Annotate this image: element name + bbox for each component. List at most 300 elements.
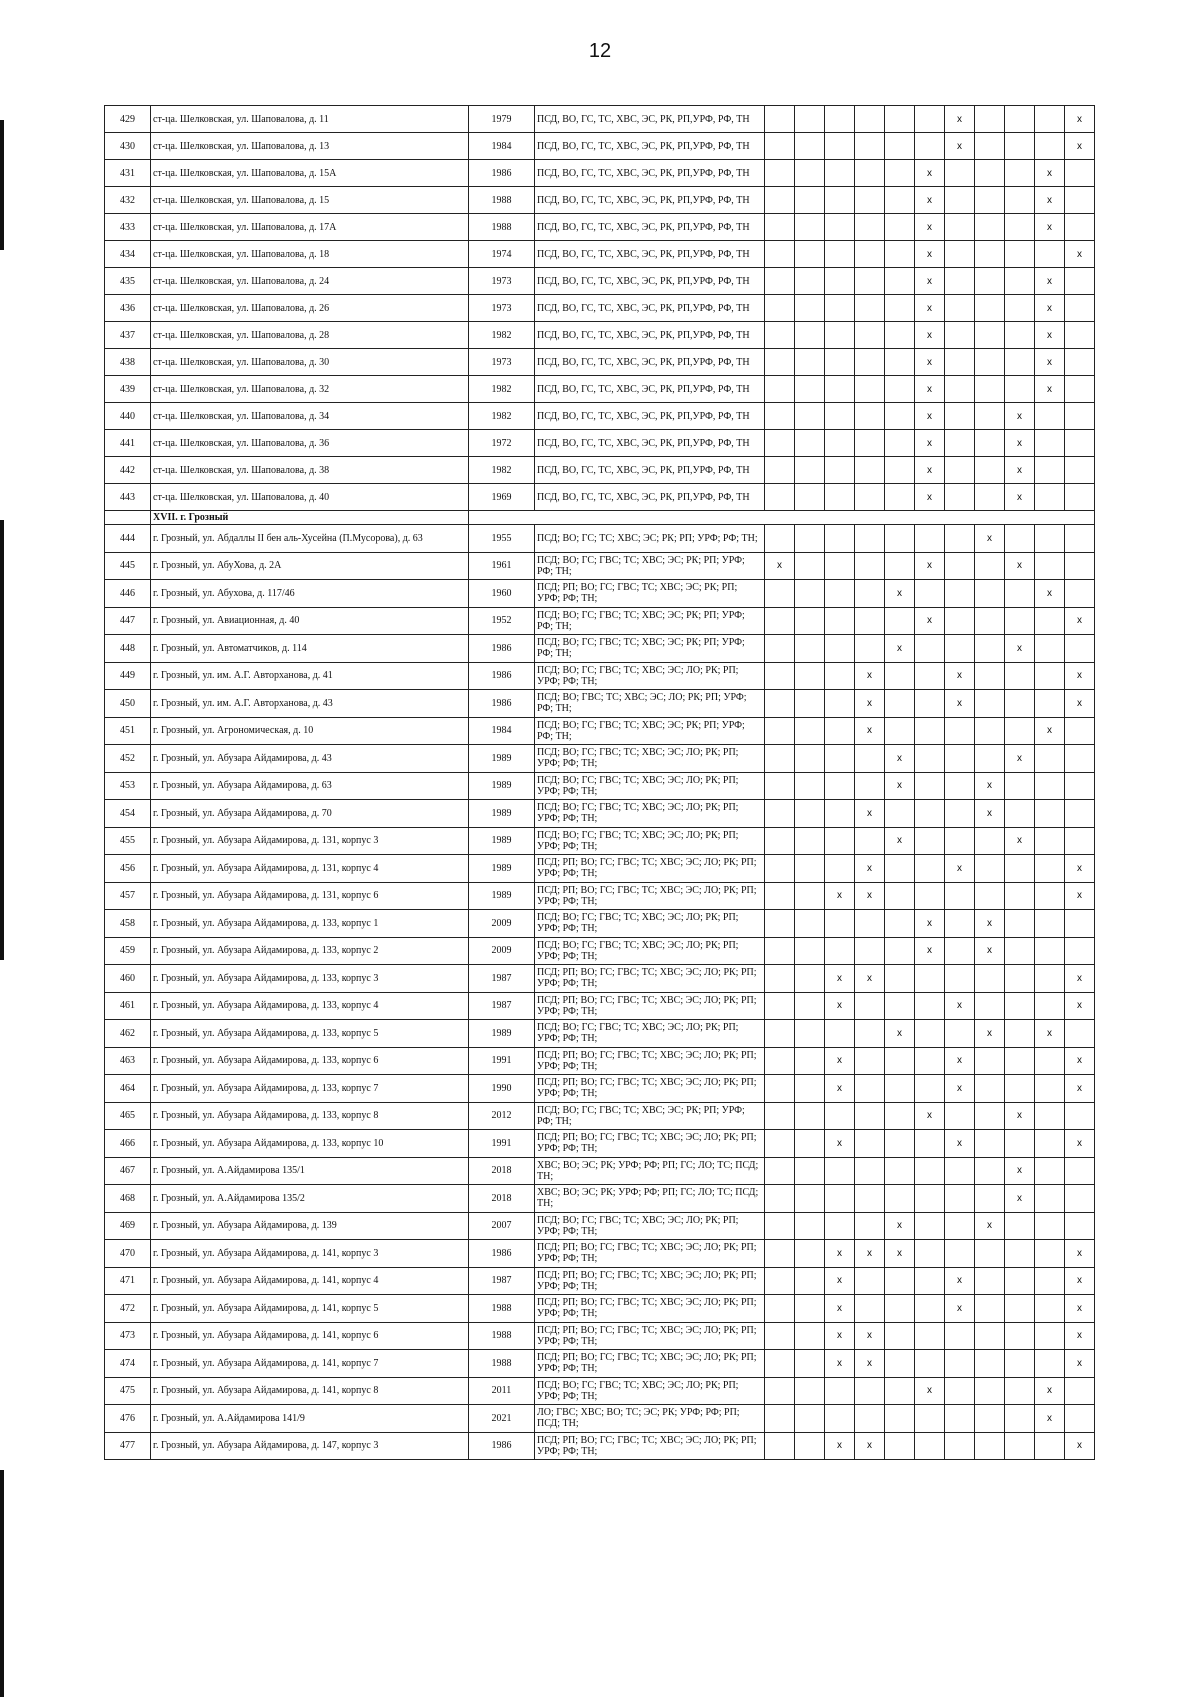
year-mark-cell: x	[825, 1432, 855, 1460]
year-mark-cell	[825, 937, 855, 965]
year-mark-cell	[1065, 1212, 1095, 1240]
year-mark-cell	[975, 430, 1005, 457]
year-mark-cell: x	[1065, 1295, 1095, 1323]
year-mark-cell: x	[825, 1130, 855, 1158]
table-row	[105, 1377, 1095, 1405]
table-row	[105, 662, 1095, 690]
year-built-cell: 1969	[469, 484, 535, 511]
year-mark-cell	[825, 1405, 855, 1433]
year-mark-cell	[855, 457, 885, 484]
year-mark-cell	[765, 1432, 795, 1460]
year-mark-cell	[945, 937, 975, 965]
year-mark-cell	[885, 1405, 915, 1433]
year-mark-cell	[1035, 690, 1065, 718]
year-mark-cell	[885, 241, 915, 268]
row-number-cell: 459	[105, 937, 151, 965]
year-mark-cell	[1035, 855, 1065, 883]
year-mark-cell	[1065, 457, 1095, 484]
year-mark-cell	[855, 1212, 885, 1240]
year-mark-cell	[885, 1267, 915, 1295]
year-mark-cell	[795, 1212, 825, 1240]
year-mark-cell	[945, 214, 975, 241]
year-mark-cell: x	[915, 937, 945, 965]
year-mark-cell	[1065, 827, 1095, 855]
year-mark-cell	[1005, 1267, 1035, 1295]
year-mark-cell	[855, 1267, 885, 1295]
table-row	[105, 937, 1095, 965]
year-mark-cell: x	[885, 1212, 915, 1240]
year-mark-cell	[1005, 992, 1035, 1020]
year-mark-cell	[975, 187, 1005, 214]
year-built-cell: 1986	[469, 662, 535, 690]
year-mark-cell	[825, 662, 855, 690]
year-mark-cell	[915, 1405, 945, 1433]
year-mark-cell	[975, 214, 1005, 241]
table-row	[105, 965, 1095, 993]
row-number-cell: 462	[105, 1020, 151, 1048]
year-mark-cell: x	[1065, 690, 1095, 718]
year-mark-cell: x	[915, 607, 945, 635]
year-mark-cell	[885, 1102, 915, 1130]
work-types-cell: ПСД; ВО; ГС; ГВС; ТС; ХВС; ЭС; РК; РП; УРФ; РФ; ТН;	[535, 635, 765, 663]
year-mark-cell: x	[915, 910, 945, 938]
page-number: 12	[588, 40, 612, 62]
year-mark-cell	[975, 268, 1005, 295]
year-mark-cell	[825, 580, 855, 608]
year-mark-cell	[975, 992, 1005, 1020]
work-types-cell: ХВС; ВО; ЭС; РК; УРФ; РФ; РП; ГС; ЛО; ТС; ПСД; ТН;	[535, 1157, 765, 1185]
year-mark-cell	[855, 1102, 885, 1130]
year-mark-cell	[825, 1377, 855, 1405]
address-cell: г. Грозный, ул. Абузара Айдамирова, д. 133, корпус 3	[151, 965, 469, 993]
year-built-cell: 1989	[469, 1020, 535, 1048]
year-mark-cell	[945, 295, 975, 322]
year-mark-cell	[855, 1377, 885, 1405]
year-mark-cell	[885, 882, 915, 910]
year-mark-cell: x	[825, 965, 855, 993]
year-built-cell: 1987	[469, 1267, 535, 1295]
year-mark-cell	[1005, 690, 1035, 718]
year-mark-cell	[945, 910, 975, 938]
year-mark-cell	[885, 322, 915, 349]
year-mark-cell	[855, 106, 885, 133]
year-mark-cell	[825, 745, 855, 773]
year-mark-cell	[795, 349, 825, 376]
year-mark-cell	[765, 268, 795, 295]
year-mark-cell	[765, 745, 795, 773]
address-cell: ст-ца. Шелковская, ул. Шаповалова, д. 38	[151, 457, 469, 484]
scan-edge-mark	[0, 120, 4, 250]
year-mark-cell	[885, 187, 915, 214]
year-mark-cell: x	[1035, 187, 1065, 214]
row-number-cell: 432	[105, 187, 151, 214]
year-built-cell: 1986	[469, 635, 535, 663]
address-cell: г. Грозный, ул. Абузара Айдамирова, д. 139	[151, 1212, 469, 1240]
year-mark-cell: x	[1065, 1267, 1095, 1295]
year-mark-cell: x	[1035, 717, 1065, 745]
year-mark-cell: x	[975, 800, 1005, 828]
year-mark-cell	[1035, 1267, 1065, 1295]
year-mark-cell	[1065, 580, 1095, 608]
year-mark-cell	[885, 106, 915, 133]
work-types-cell: ПСД; ВО; ГС; ГВС; ТС; ХВС; ЭС; ЛО; РК; РП; УРФ; РФ; ТН;	[535, 1020, 765, 1048]
work-types-cell: ПСД, ВО, ГС, ТС, ХВС, ЭС, РК, РП,УРФ, РФ, ТН	[535, 295, 765, 322]
year-mark-cell	[825, 717, 855, 745]
table-row	[105, 187, 1095, 214]
year-mark-cell	[795, 457, 825, 484]
year-mark-cell	[1065, 1377, 1095, 1405]
year-mark-cell	[1065, 717, 1095, 745]
row-number-cell: 435	[105, 268, 151, 295]
year-mark-cell	[975, 882, 1005, 910]
year-mark-cell	[885, 457, 915, 484]
year-mark-cell	[885, 1377, 915, 1405]
year-mark-cell	[1065, 295, 1095, 322]
table-row	[105, 635, 1095, 663]
table-row	[105, 827, 1095, 855]
row-number-cell: 450	[105, 690, 151, 718]
work-types-cell: ПСД; ВО; ГС; ГВС; ТС; ХВС; ЭС; ЛО; РК; РП; УРФ; РФ; ТН;	[535, 662, 765, 690]
table-row	[105, 1322, 1095, 1350]
table-row	[105, 160, 1095, 187]
table-row	[105, 855, 1095, 883]
year-mark-cell	[765, 1102, 795, 1130]
year-mark-cell	[915, 717, 945, 745]
address-cell: ст-ца. Шелковская, ул. Шаповалова, д. 15А	[151, 160, 469, 187]
year-mark-cell	[1005, 349, 1035, 376]
year-mark-cell	[795, 827, 825, 855]
year-mark-cell: x	[1065, 1047, 1095, 1075]
row-number-cell: 457	[105, 882, 151, 910]
year-mark-cell	[975, 855, 1005, 883]
work-types-cell: ПСД; ВО; ГС; ГВС; ТС; ХВС; ЭС; РК; РП; УРФ; РФ; ТН;	[535, 717, 765, 745]
year-mark-cell	[1005, 1405, 1035, 1433]
address-cell: г. Грозный, ул. Абдаллы II бен аль-Хусейна (П.Мусорова), д. 63	[151, 525, 469, 553]
year-mark-cell: x	[855, 1240, 885, 1268]
table-row	[105, 268, 1095, 295]
year-mark-cell	[765, 1130, 795, 1158]
year-mark-cell: x	[915, 1102, 945, 1130]
year-mark-cell	[855, 772, 885, 800]
year-mark-cell	[765, 690, 795, 718]
year-mark-cell	[795, 992, 825, 1020]
address-cell: ст-ца. Шелковская, ул. Шаповалова, д. 26	[151, 295, 469, 322]
work-types-cell: ПСД, ВО, ГС, ТС, ХВС, ЭС, РК, РП,УРФ, РФ, ТН	[535, 133, 765, 160]
year-built-cell: 1989	[469, 882, 535, 910]
year-mark-cell	[765, 1075, 795, 1103]
year-mark-cell	[1035, 1240, 1065, 1268]
year-mark-cell	[1065, 1185, 1095, 1213]
year-mark-cell	[1005, 160, 1035, 187]
year-mark-cell	[855, 910, 885, 938]
year-mark-cell	[765, 349, 795, 376]
row-number-cell: 454	[105, 800, 151, 828]
row-number-cell: 467	[105, 1157, 151, 1185]
year-mark-cell: x	[945, 133, 975, 160]
year-mark-cell: x	[915, 295, 945, 322]
year-mark-cell	[795, 882, 825, 910]
work-types-cell: ПСД; РП; ВО; ГС; ГВС; ТС; ХВС; ЭС; ЛО; РК; РП; УРФ; РФ; ТН;	[535, 1240, 765, 1268]
table-row	[105, 1405, 1095, 1433]
year-mark-cell: x	[915, 1377, 945, 1405]
year-mark-cell	[915, 635, 945, 663]
year-mark-cell	[1035, 1102, 1065, 1130]
year-mark-cell: x	[1065, 133, 1095, 160]
row-number-cell: 436	[105, 295, 151, 322]
year-mark-cell: x	[1035, 295, 1065, 322]
year-mark-cell	[795, 133, 825, 160]
year-mark-cell: x	[765, 552, 795, 580]
year-built-cell: 1973	[469, 295, 535, 322]
row-number-cell: 474	[105, 1350, 151, 1378]
year-mark-cell	[1065, 910, 1095, 938]
year-mark-cell	[1005, 1322, 1035, 1350]
year-mark-cell	[945, 607, 975, 635]
year-mark-cell	[855, 349, 885, 376]
year-mark-cell	[795, 717, 825, 745]
year-mark-cell	[825, 349, 855, 376]
year-mark-cell	[945, 635, 975, 663]
year-built-cell: 1984	[469, 133, 535, 160]
year-mark-cell	[825, 241, 855, 268]
year-mark-cell: x	[1005, 1185, 1035, 1213]
year-mark-cell	[1035, 1432, 1065, 1460]
year-mark-cell	[1005, 1295, 1035, 1323]
year-mark-cell	[945, 525, 975, 553]
row-number-cell: 448	[105, 635, 151, 663]
year-mark-cell	[1005, 268, 1035, 295]
row-number-cell: 475	[105, 1377, 151, 1405]
year-mark-cell	[1005, 295, 1035, 322]
year-mark-cell	[855, 376, 885, 403]
housing-register-table	[104, 105, 1095, 1460]
year-mark-cell	[945, 403, 975, 430]
year-mark-cell	[945, 322, 975, 349]
year-mark-cell	[1005, 1350, 1035, 1378]
row-number-cell: 461	[105, 992, 151, 1020]
work-types-cell: ПСД, ВО, ГС, ТС, ХВС, ЭС, РК, РП,УРФ, РФ, ТН	[535, 322, 765, 349]
row-number-cell: 440	[105, 403, 151, 430]
year-mark-cell	[765, 1377, 795, 1405]
year-built-cell: 1991	[469, 1047, 535, 1075]
year-mark-cell	[1005, 1432, 1035, 1460]
year-mark-cell: x	[915, 349, 945, 376]
year-mark-cell	[765, 1267, 795, 1295]
row-number-cell: 442	[105, 457, 151, 484]
year-mark-cell	[825, 457, 855, 484]
year-mark-cell	[855, 607, 885, 635]
year-built-cell: 1960	[469, 580, 535, 608]
year-mark-cell: x	[1065, 882, 1095, 910]
year-mark-cell: x	[945, 855, 975, 883]
year-built-cell: 1974	[469, 241, 535, 268]
year-mark-cell	[825, 106, 855, 133]
year-built-cell: 1988	[469, 214, 535, 241]
year-mark-cell	[795, 1240, 825, 1268]
year-built-cell: 1988	[469, 187, 535, 214]
year-mark-cell	[1065, 187, 1095, 214]
year-mark-cell: x	[1065, 965, 1095, 993]
work-types-cell: ПСД, ВО, ГС, ТС, ХВС, ЭС, РК, РП,УРФ, РФ, ТН	[535, 457, 765, 484]
year-mark-cell	[795, 376, 825, 403]
year-mark-cell	[885, 133, 915, 160]
year-mark-cell: x	[915, 322, 945, 349]
year-mark-cell	[795, 772, 825, 800]
table-row	[105, 607, 1095, 635]
year-mark-cell	[945, 160, 975, 187]
address-cell: г. Грозный, ул. Абузара Айдамирова, д. 133, корпус 7	[151, 1075, 469, 1103]
year-mark-cell	[885, 1047, 915, 1075]
address-cell: г. Грозный, ул. Агрономическая, д. 10	[151, 717, 469, 745]
row-number-cell: 471	[105, 1267, 151, 1295]
year-mark-cell	[915, 800, 945, 828]
year-mark-cell	[855, 268, 885, 295]
year-mark-cell	[975, 552, 1005, 580]
year-mark-cell	[945, 1432, 975, 1460]
row-number-cell: 445	[105, 552, 151, 580]
address-cell: г. Грозный, ул. Абузара Айдамирова, д. 131, корпус 4	[151, 855, 469, 883]
year-mark-cell	[945, 1377, 975, 1405]
year-mark-cell	[945, 580, 975, 608]
year-built-cell: 1986	[469, 1240, 535, 1268]
work-types-cell: ПСД; ВО; ГС; ГВС; ТС; ХВС; ЭС; РК; РП; УРФ; РФ; ТН;	[535, 607, 765, 635]
year-built-cell: 1982	[469, 322, 535, 349]
year-mark-cell	[825, 160, 855, 187]
year-mark-cell	[885, 1432, 915, 1460]
year-mark-cell	[1035, 484, 1065, 511]
year-mark-cell	[1065, 268, 1095, 295]
table-row	[105, 1267, 1095, 1295]
year-mark-cell: x	[945, 106, 975, 133]
year-mark-cell	[885, 1185, 915, 1213]
year-mark-cell	[855, 133, 885, 160]
year-mark-cell	[945, 457, 975, 484]
year-mark-cell	[915, 827, 945, 855]
year-mark-cell	[945, 1020, 975, 1048]
year-mark-cell	[795, 855, 825, 883]
year-mark-cell	[1035, 1295, 1065, 1323]
year-mark-cell	[885, 1322, 915, 1350]
work-types-cell: ПСД; ВО; ГС; ГВС; ТС; ХВС; ЭС; ЛО; РК; РП; УРФ; РФ; ТН;	[535, 745, 765, 773]
year-mark-cell	[915, 1157, 945, 1185]
work-types-cell: ПСД; РП; ВО; ГС; ГВС; ТС; ХВС; ЭС; ЛО; РК; РП; УРФ; РФ; ТН;	[535, 1432, 765, 1460]
year-mark-cell	[915, 1212, 945, 1240]
year-mark-cell: x	[855, 1432, 885, 1460]
year-mark-cell	[975, 106, 1005, 133]
year-mark-cell	[975, 241, 1005, 268]
year-built-cell: 1979	[469, 106, 535, 133]
row-number-cell: 464	[105, 1075, 151, 1103]
year-mark-cell	[825, 268, 855, 295]
year-mark-cell	[975, 322, 1005, 349]
year-mark-cell	[795, 800, 825, 828]
address-cell: г. Грозный, ул. Абузара Айдамирова, д. 141, корпус 6	[151, 1322, 469, 1350]
year-mark-cell	[975, 349, 1005, 376]
year-mark-cell	[795, 1047, 825, 1075]
address-cell: ст-ца. Шелковская, ул. Шаповалова, д. 34	[151, 403, 469, 430]
year-built-cell: 1952	[469, 607, 535, 635]
year-mark-cell	[1035, 241, 1065, 268]
work-types-cell: ПСД, ВО, ГС, ТС, ХВС, ЭС, РК, РП,УРФ, РФ, ТН	[535, 349, 765, 376]
year-mark-cell	[795, 187, 825, 214]
year-mark-cell	[765, 1212, 795, 1240]
year-mark-cell	[795, 106, 825, 133]
section-title: XVII. г. Грозный	[151, 511, 469, 525]
work-types-cell: ПСД; ВО; ГС; ГВС; ТС; ХВС; ЭС; ЛО; РК; РП; УРФ; РФ; ТН;	[535, 937, 765, 965]
year-mark-cell	[795, 295, 825, 322]
year-mark-cell	[1065, 1405, 1095, 1433]
year-mark-cell: x	[975, 525, 1005, 553]
year-mark-cell	[1035, 992, 1065, 1020]
row-number-cell: 443	[105, 484, 151, 511]
year-mark-cell	[885, 965, 915, 993]
year-mark-cell	[945, 1157, 975, 1185]
year-mark-cell	[915, 745, 945, 773]
year-mark-cell	[915, 106, 945, 133]
table-row	[105, 1075, 1095, 1103]
year-mark-cell	[1035, 1350, 1065, 1378]
year-mark-cell	[1065, 376, 1095, 403]
year-mark-cell	[885, 1295, 915, 1323]
table-row	[105, 800, 1095, 828]
row-number-cell: 441	[105, 430, 151, 457]
year-mark-cell	[795, 635, 825, 663]
year-mark-cell	[825, 187, 855, 214]
year-mark-cell	[885, 937, 915, 965]
row-number-cell: 469	[105, 1212, 151, 1240]
year-mark-cell	[765, 772, 795, 800]
year-mark-cell: x	[825, 1295, 855, 1323]
year-mark-cell: x	[1005, 457, 1035, 484]
year-mark-cell	[975, 1075, 1005, 1103]
year-mark-cell: x	[1035, 1405, 1065, 1433]
year-mark-cell	[1065, 800, 1095, 828]
year-built-cell: 2009	[469, 937, 535, 965]
address-cell: г. Грозный, ул. Абузара Айдамирова, д. 133, корпус 6	[151, 1047, 469, 1075]
row-number-cell: 472	[105, 1295, 151, 1323]
year-mark-cell	[945, 745, 975, 773]
year-mark-cell	[1035, 882, 1065, 910]
year-mark-cell	[855, 1405, 885, 1433]
address-cell: г. Грозный, ул. Абузара Айдамирова, д. 141, корпус 8	[151, 1377, 469, 1405]
year-mark-cell	[855, 160, 885, 187]
year-mark-cell	[1035, 1212, 1065, 1240]
year-mark-cell: x	[915, 241, 945, 268]
year-mark-cell	[1035, 1075, 1065, 1103]
address-cell: г. Грозный, ул. Абузара Айдамирова, д. 63	[151, 772, 469, 800]
year-mark-cell	[975, 133, 1005, 160]
year-mark-cell	[975, 1432, 1005, 1460]
row-number-cell: 473	[105, 1322, 151, 1350]
year-mark-cell	[855, 1075, 885, 1103]
year-mark-cell	[885, 690, 915, 718]
address-cell: ст-ца. Шелковская, ул. Шаповалова, д. 24	[151, 268, 469, 295]
year-mark-cell	[915, 662, 945, 690]
year-mark-cell: x	[1005, 1157, 1035, 1185]
year-mark-cell: x	[975, 910, 1005, 938]
year-mark-cell	[915, 690, 945, 718]
year-mark-cell	[1035, 635, 1065, 663]
year-mark-cell: x	[1035, 1377, 1065, 1405]
year-mark-cell: x	[975, 937, 1005, 965]
year-mark-cell	[795, 403, 825, 430]
year-mark-cell: x	[1035, 214, 1065, 241]
table-row	[105, 690, 1095, 718]
year-mark-cell	[975, 1102, 1005, 1130]
row-number-cell: 452	[105, 745, 151, 773]
table-row	[105, 1240, 1095, 1268]
year-built-cell: 1991	[469, 1130, 535, 1158]
